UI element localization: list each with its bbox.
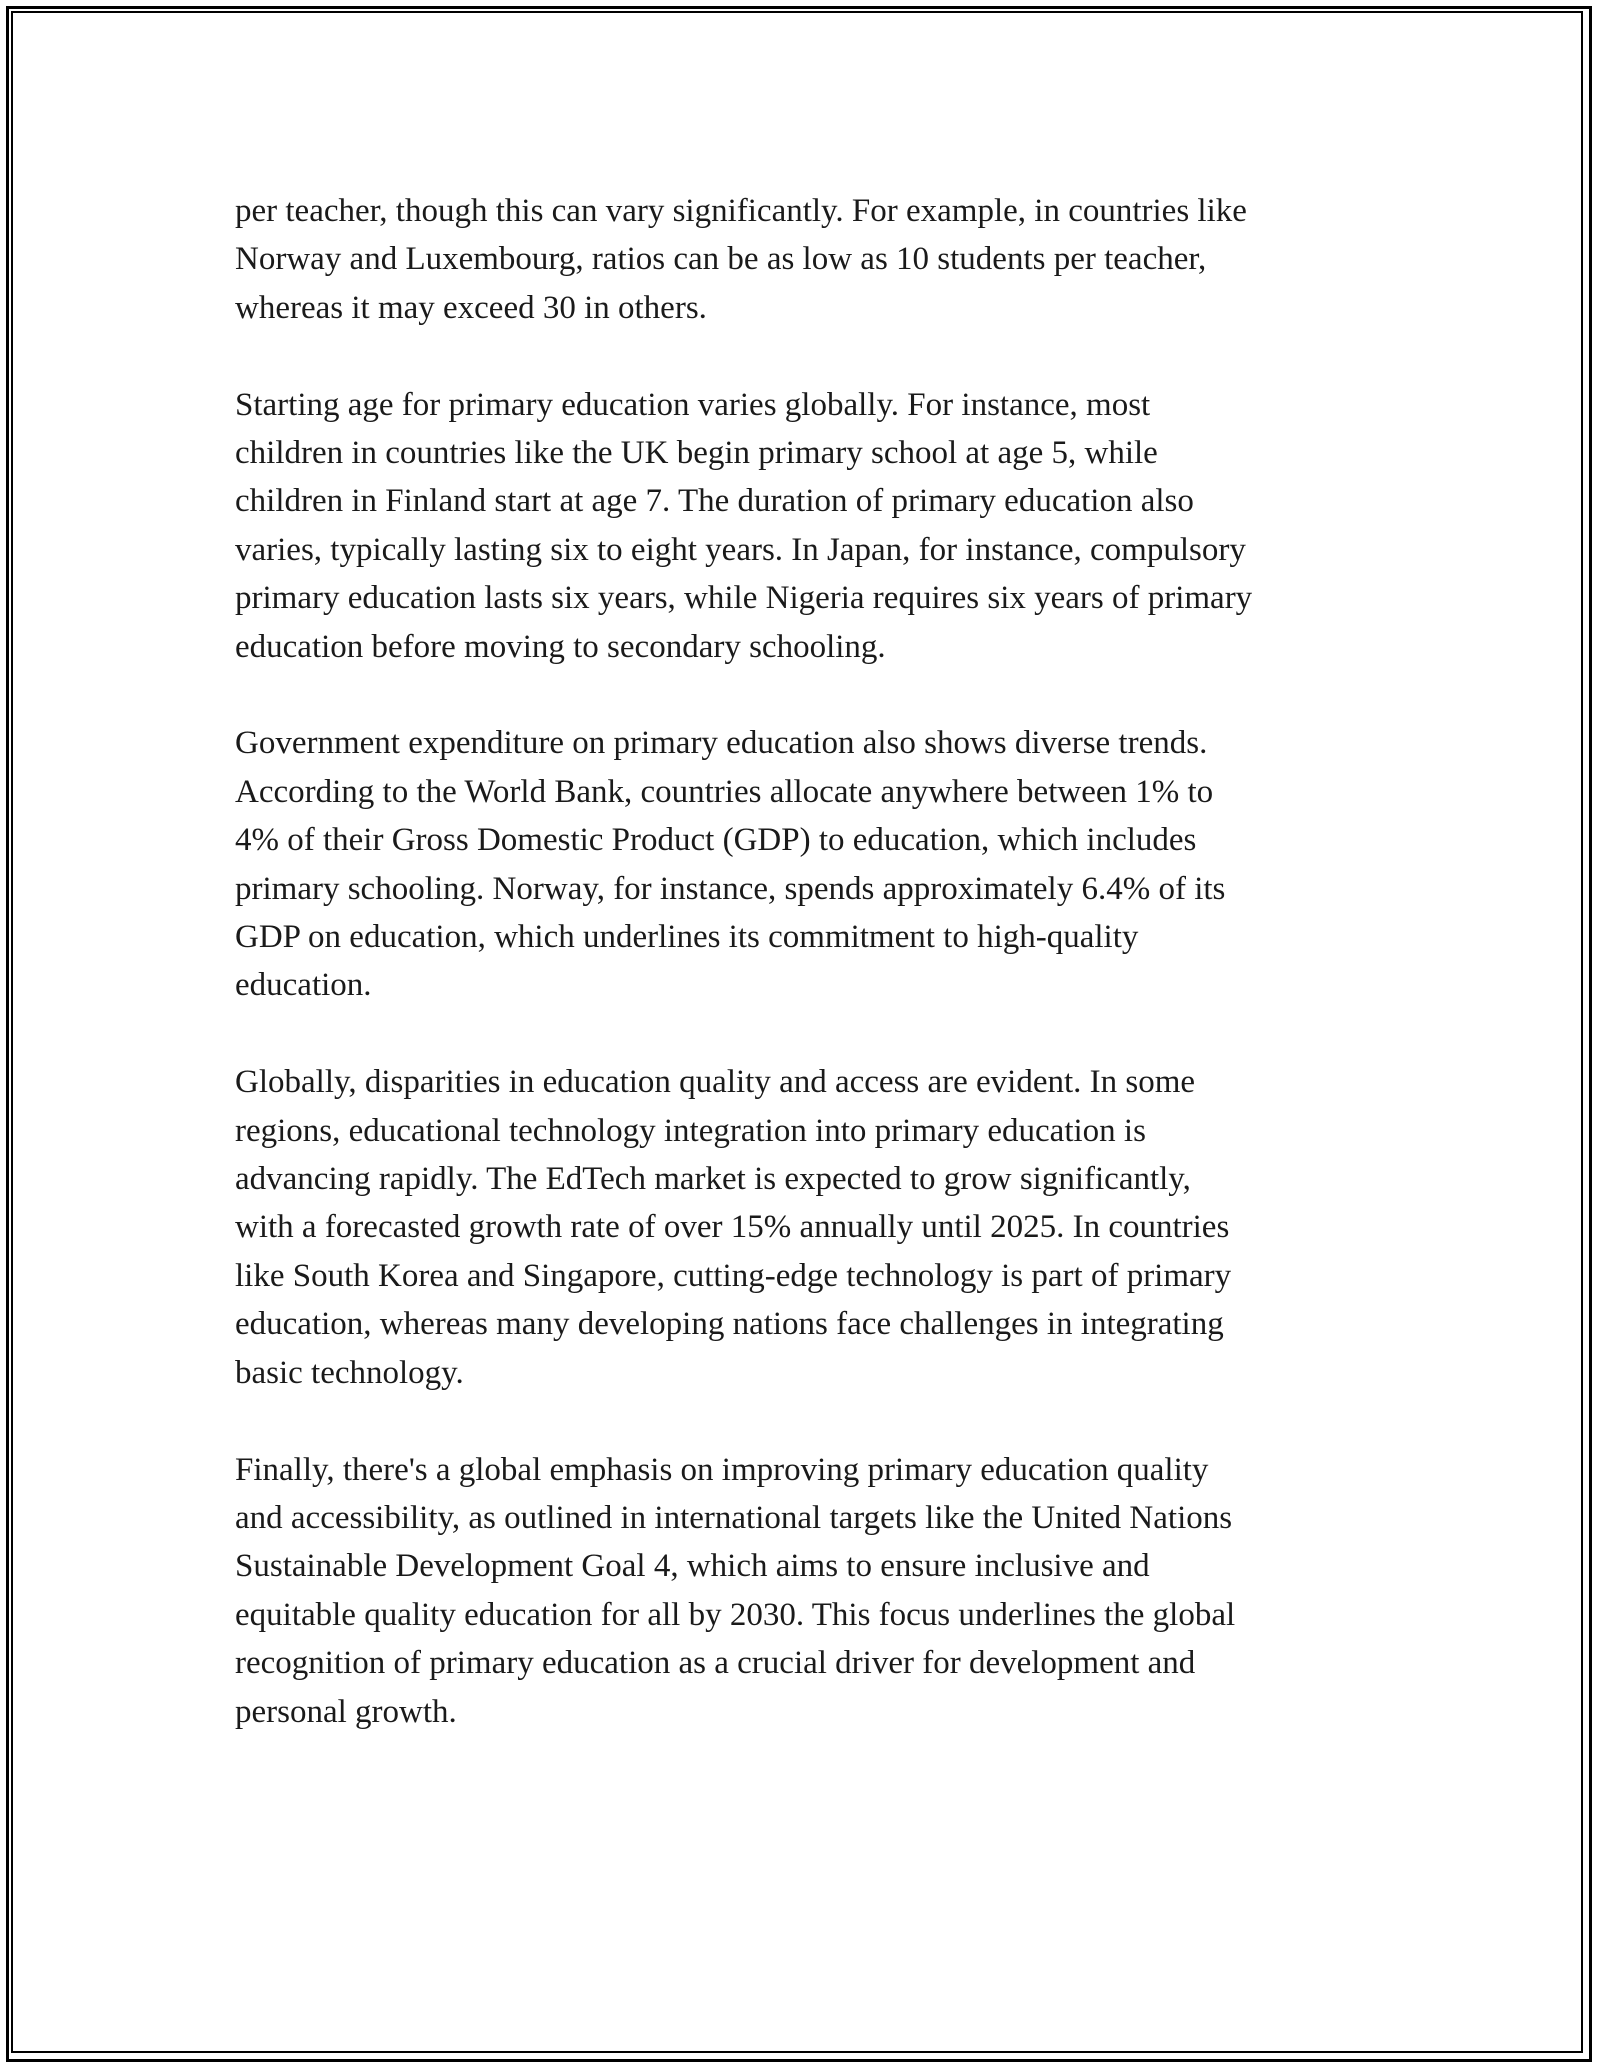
paragraph-global-emphasis: Finally, there's a global emphasis on improving primary education quality and accessibility, as outlined in international targets like the United Nations Sustainable Development Goal 4, which aims to ensure inclusive and equitable quality education for all by 2030. This focus underlines the global recognition of primary education as a crucial driver for development and personal growth. [235,1451,1236,1730]
paragraph-starting-age: Starting age for primary education varies globally. For instance, most children in countries like the UK begin primary school at age 5, while children in Finland start at age 7. The duration of primary education also varies, typically lasting six to eight years. In Japan, for instance, compulsory primary education lasts six years, while Nigeria requires six years of primary education before moving to secondary schooling. [235,386,1253,665]
paragraph-student-teacher-ratio: per teacher, though this can vary significantly. For example, in countries like Norway and Luxembourg, ratios can be as low as 10 students per teacher, whereas it may exceed 30 in others. [235,193,1247,326]
document-body [235,187,1385,1784]
paragraph-government-expenditure: Government expenditure on primary education also shows diverse trends. According to the World Bank, countries allocate anywhere between 1% to 4% of their Gross Domestic Product (GDP) to education, which includes primary schooling. Norway, for instance, spends approximately 6.4% of its GDP on education, which underlines its commitment to high-quality education. [235,725,1226,1004]
paragraph-global-disparities: Globally, disparities in education quality and access are evident. In some regions, educational technology integration into primary education is advancing rapidly. The EdTech market is expected to grow significantly, with a forecasted growth rate of over 15% annually until 2025. In countries like South Korea and Singapore, cutting-edge technology is part of primary education, whereas many developing nations face challenges in integrating basic technology. [235,1064,1232,1391]
